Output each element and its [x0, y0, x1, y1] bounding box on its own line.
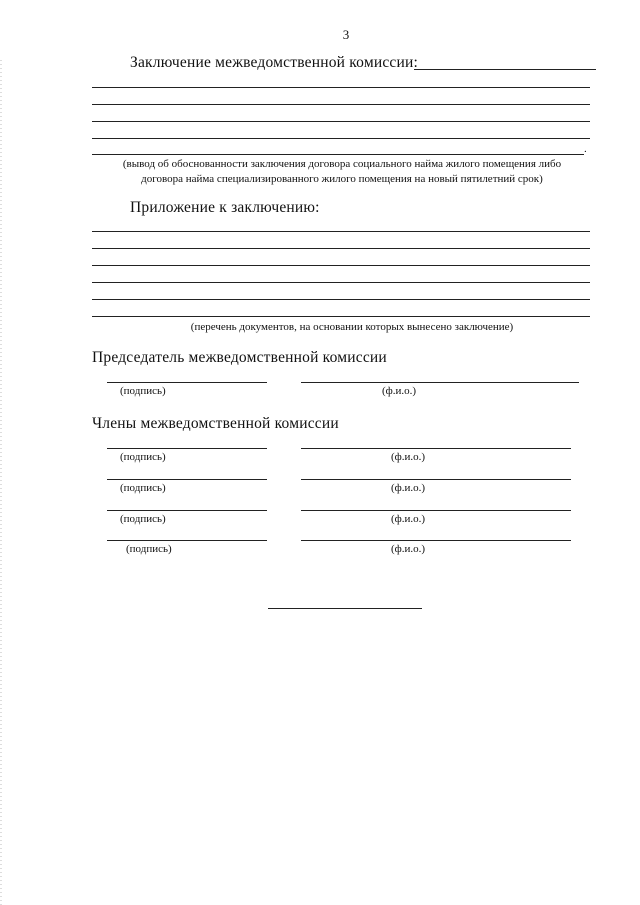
closing-divider — [268, 608, 422, 609]
conclusion-title: Заключение межведомственной комиссии: — [130, 54, 418, 71]
conclusion-end-mark: . — [584, 143, 587, 155]
scan-edge-marks — [0, 60, 2, 905]
attachment-line — [92, 299, 590, 300]
member-signature-line — [107, 479, 267, 480]
attachment-line — [92, 231, 590, 232]
chairman-signature-line — [107, 382, 267, 383]
member-signature-line — [107, 540, 267, 541]
conclusion-title-fill-line — [414, 69, 596, 70]
chairman-title: Председатель межведомственной комиссии — [92, 349, 387, 366]
conclusion-caption-line-2: договора найма специализированного жилого помещения на новый пятилетний срок) — [141, 173, 543, 185]
attachment-line — [92, 265, 590, 266]
member-name-line — [301, 510, 571, 511]
conclusion-line — [92, 104, 590, 105]
chairman-name-line — [301, 382, 579, 383]
attachment-line — [92, 282, 590, 283]
member-name-line — [301, 479, 571, 480]
member-name-line — [301, 448, 571, 449]
attachment-title: Приложение к заключению: — [130, 199, 320, 216]
attachment-line — [92, 248, 590, 249]
member-name-line — [301, 540, 571, 541]
member-name-label: (ф.и.о.) — [391, 451, 426, 463]
chairman-signature-label: (подпись) — [120, 385, 166, 397]
member-name-label: (ф.и.о.) — [391, 543, 426, 555]
conclusion-caption-line-1: (вывод об обоснованности заключения договора социального найма жилого помещения либо — [122, 158, 562, 170]
conclusion-line — [92, 121, 590, 122]
member-name-label: (ф.и.о.) — [391, 482, 426, 494]
member-signature-label: (подпись) — [120, 513, 166, 525]
chairman-name-label: (ф.и.о.) — [382, 385, 417, 397]
conclusion-line — [92, 138, 590, 139]
member-signature-line — [107, 510, 267, 511]
member-signature-label: (подпись) — [120, 482, 166, 494]
page-number: 3 — [342, 27, 350, 42]
conclusion-line — [92, 154, 584, 155]
attachment-line — [92, 316, 590, 317]
attachment-caption: (перечень документов, на основании которых вынесено заключение) — [190, 321, 514, 333]
conclusion-line — [92, 87, 590, 88]
member-signature-label: (подпись) — [120, 451, 166, 463]
member-signature-line — [107, 448, 267, 449]
conclusion-caption — [92, 157, 592, 187]
member-signature-label: (подпись) — [126, 543, 172, 555]
members-title: Члены межведомственной комиссии — [92, 415, 339, 432]
member-name-label: (ф.и.о.) — [391, 513, 426, 525]
